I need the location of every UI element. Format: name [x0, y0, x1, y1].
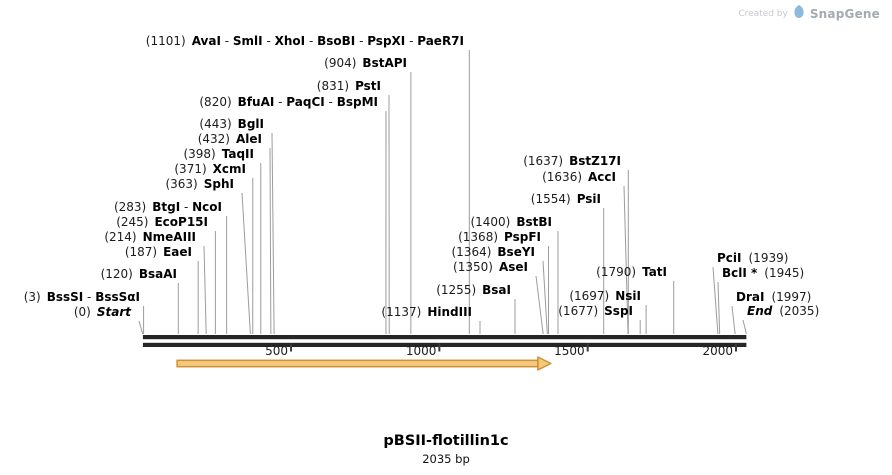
site-label-ecop15i: (245) EcoP15I: [116, 215, 208, 229]
site-label-alei: (432) AleI: [197, 132, 262, 146]
site-label-btgi: (283) BtgI - NcoI: [113, 200, 222, 214]
site-label-sphi: (363) SphI: [165, 177, 234, 191]
site-label-psti: (831) PstI: [316, 79, 381, 93]
plasmid-length: 2035 bp: [422, 452, 470, 466]
site-label-avai: (1101) AvaI - SmlI - XhoI - BsoBI - PspXI - PaeR7I: [145, 34, 464, 48]
site-label-start: (0) Start: [73, 305, 131, 319]
site-label-bsai: (1255) BsaI: [436, 283, 511, 297]
site-label-eaei: (187) EaeI: [124, 245, 192, 259]
site-label-asei: (1350) AseI: [453, 260, 528, 274]
site-label-bstbi: (1400) BstBI: [470, 215, 552, 229]
axis-tick-label: 500: [265, 344, 289, 358]
site-label-bcli: BclI * (1945): [722, 266, 805, 280]
axis-tick-label: 1000: [405, 344, 437, 358]
site-label-psii: (1554) PsiI: [530, 192, 601, 206]
plasmid-name: pBSII-flotillin1c: [383, 433, 509, 449]
site-label-bseyi: (1364) BseYI: [451, 245, 535, 259]
site-label-nsii: (1697) NsiI: [569, 289, 641, 303]
site-label-acci: (1636) AccI: [542, 170, 616, 184]
site-label-drai: DraI (1997): [736, 290, 812, 304]
site-label-bstapi: (904) BstAPI: [324, 56, 407, 70]
snapgene-logo-icon: [793, 4, 805, 23]
axis-tick-label: 1500: [554, 344, 585, 358]
site-label-bgli: (443) BglI: [199, 117, 264, 131]
map-title-block: [0, 433, 892, 466]
site-label-sspi: (1677) SspI: [558, 304, 633, 318]
site-label-bstz17i: (1637) BstZ17I: [523, 154, 621, 168]
site-label-pcii: PciI (1939): [717, 251, 789, 265]
site-label-end: End (2035): [747, 304, 820, 318]
site-label-hindiii: (1137) HindIII: [381, 305, 472, 319]
watermark-brand: SnapGene: [809, 6, 880, 21]
watermark-created-by: Created by: [738, 8, 788, 19]
site-label-taqii: (398) TaqII: [183, 147, 254, 161]
site-label-bsaai: (120) BsaAI: [100, 267, 177, 281]
site-label-xcmi: (371) XcmI: [174, 162, 246, 176]
axis-tick-label: 2000: [702, 344, 733, 358]
watermark: [738, 4, 880, 23]
site-label-tati: (1790) TatI: [596, 265, 667, 279]
site-label-bsssi: (3) BssSI - BssSαI: [23, 290, 140, 304]
site-label-bfuai: (820) BfuAI - PaqCI - BspMI: [199, 95, 378, 109]
site-label-nmeaiii: (214) NmeAIII: [104, 230, 196, 244]
site-label-pspfi: (1368) PspFI: [458, 230, 541, 244]
